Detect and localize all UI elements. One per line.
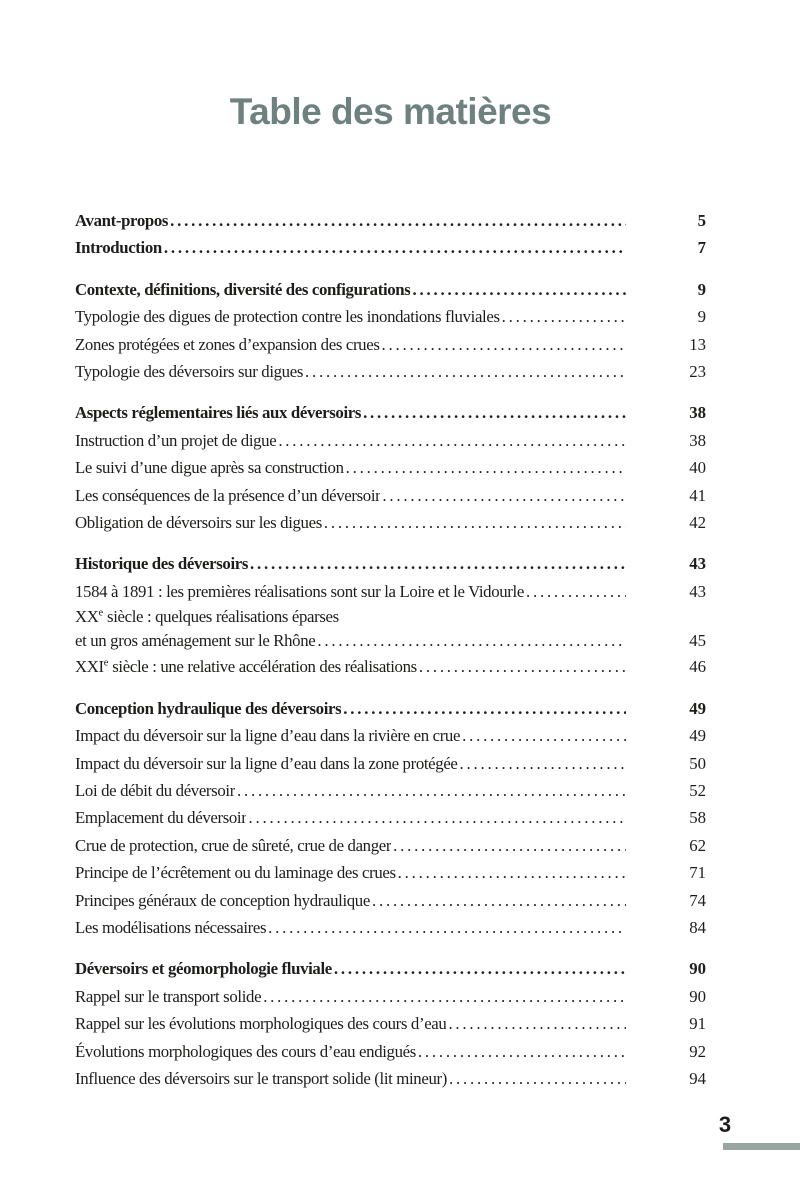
page-number: 91 [689,1014,706,1034]
toc-entry [75,653,706,680]
page-number: 46 [689,657,706,677]
toc-entry [75,605,706,629]
dot-leader [266,914,626,941]
toc-entry-label-prefix: XX [75,607,99,627]
dot-leader [447,1065,626,1092]
dot-leader [341,695,626,722]
toc-entry [75,777,706,804]
dot-leader [446,1010,626,1037]
toc-entry-label: Impact du déversoir sur la ligne d’eau dans la zone protégée [75,753,458,773]
toc-entry [75,1038,706,1065]
toc-entry [75,722,706,749]
page-number: 94 [689,1068,706,1088]
toc-entry [75,750,706,777]
toc-entry [75,1065,706,1092]
toc-entry-label: Influence des déversoirs sur le transport solide (lit mineur) [75,1068,447,1088]
toc-entry-label: Loi de débit du déversoir [75,780,235,800]
page-number: 42 [689,513,706,533]
toc-entry [75,832,706,859]
dot-leader [416,1038,626,1065]
page-number: 90 [689,959,706,979]
toc-entry-label: Avant-propos [75,211,169,230]
toc-entry-label: Introduction [75,238,162,258]
dot-leader [396,859,626,886]
toc-entry [75,358,706,385]
toc-entry-label: Principes généraux de conception hydraulique [75,890,370,910]
toc [75,207,706,1092]
toc-entry-label: Rappel sur le transport solide [75,986,262,1006]
toc-entry [75,482,706,509]
toc-entry-label: Contexte, définitions, diversité des configurations [75,279,411,299]
page-number: 49 [689,726,706,746]
toc-entry-label-superscript: e [103,657,109,669]
toc-entry [75,1010,706,1037]
dot-leader [315,629,626,653]
toc-entry-label: Obligation de déversoirs sur les digues [75,513,322,533]
dot-leader [500,303,626,330]
toc-entry [75,859,706,886]
dot-leader [332,955,626,982]
dot-leader [162,234,626,261]
toc-entry-label: Instruction d’un projet de digue [75,430,277,450]
toc-entry-label-prefix: XXI [75,657,104,677]
page-number: 49 [689,698,706,718]
dot-leader [370,887,626,914]
dot-leader [410,276,626,303]
toc-entry-label: Typologie des digues de protection contre les inondations fluviales [75,307,500,327]
dot-leader [246,804,626,831]
toc-entry-label: Aspects réglementaires liés aux déversoirs [75,403,362,423]
dot-leader [322,509,626,536]
toc-entry-label [75,653,417,680]
toc-entry-label: Impact du déversoir sur la ligne d’eau dans la rivière en crue [75,726,461,746]
page-number: 58 [689,808,706,828]
page-number: 9 [697,279,706,299]
toc-entry-label: Conception hydraulique des déversoirs [75,698,342,718]
dot-leader [235,777,626,804]
toc-entry [75,550,706,577]
page-number: 62 [689,835,706,855]
dot-leader [276,427,626,454]
page-number: 38 [689,430,706,450]
dot-leader [417,653,626,680]
page-number: 38 [689,403,706,423]
page-number: 7 [697,238,706,258]
toc-entry [75,578,706,605]
dot-leader [303,358,626,385]
page-number: 41 [689,485,706,505]
toc-entry-label-rest: siècle : une relative accélération des réalisations [108,657,417,677]
toc-entry-label: Zones protégées et zones d’expansion des crues [75,334,380,354]
toc-entry-label: Le suivi d’une digue après sa construction [75,458,344,478]
page-number: 43 [689,581,706,601]
page-number: 50 [689,753,706,773]
dot-leader [460,722,626,749]
toc-entry-label-rest: siècle : quelques réalisations éparses [103,607,339,627]
toc-entry [75,695,706,722]
toc-entry-label: Historique des déversoirs [75,554,249,574]
toc-entry [75,454,706,481]
toc-entry-label: 1584 à 1891 : les premières réalisations sont sur la Loire et le Vidourle [75,581,524,601]
page-number: 90 [689,986,706,1006]
toc-entry [75,331,706,358]
page-number: 23 [689,362,706,382]
toc-entry [75,234,706,261]
toc-entry [75,207,706,234]
toc-entry [75,914,706,941]
toc-entry [75,887,706,914]
page-number: 13 [689,334,706,354]
dot-leader [380,331,627,358]
toc-entry [75,427,706,454]
dot-leader [168,207,626,234]
toc-entry-label: Déversoirs et géomorphologie fluviale [75,959,332,979]
page-number: 92 [689,1041,706,1061]
page-number: 40 [689,458,706,478]
page-number: 45 [689,631,706,651]
dot-leader [248,550,626,577]
toc-entry-label: Crue de protection, crue de sûreté, crue de danger [75,835,392,855]
dot-leader [458,750,626,777]
toc-entry [75,629,706,653]
toc-entry-label: Évolutions morphologiques des cours d’eau endigués [75,1041,416,1061]
dot-leader [361,399,626,426]
toc-entry [75,983,706,1010]
toc-entry [75,276,706,303]
toc-entry-label: Emplacement du déversoir [75,808,247,828]
toc-entry-label: Typologie des déversoirs sur digues [75,362,303,382]
folio-page-number: 3 [718,1112,732,1137]
toc-entry-label: et un gros aménagement sur le Rhône [75,631,316,651]
dot-leader [380,482,626,509]
page-number: 74 [689,890,706,910]
page-number: 43 [689,554,706,574]
page-title: Table des matières [229,91,552,132]
page-number: 9 [697,307,706,327]
toc-entry [75,303,706,330]
toc-entry-label: Principe de l’écrêtement ou du laminage des crues [75,863,396,883]
page-number: 52 [689,780,706,800]
toc-entry [75,955,706,982]
dot-leader [344,454,626,481]
toc-entry-label: Les conséquences de la présence d’un déversoir [75,485,381,505]
toc-entry-label: Les modélisations nécessaires [75,917,267,937]
footer-bar [723,1143,800,1150]
toc-entry [75,804,706,831]
dot-leader [261,983,626,1010]
page-number: 5 [697,211,706,230]
toc-entry-label [75,605,339,629]
toc-entry-label: Rappel sur les évolutions morphologiques des cours d’eau [75,1014,447,1034]
toc-entry [75,399,706,426]
dot-leader [524,578,626,605]
toc-entry-label-superscript: e [98,607,104,619]
dot-leader [391,832,626,859]
page-number: 71 [689,863,706,883]
page-number: 84 [689,917,706,937]
toc-entry [75,509,706,536]
